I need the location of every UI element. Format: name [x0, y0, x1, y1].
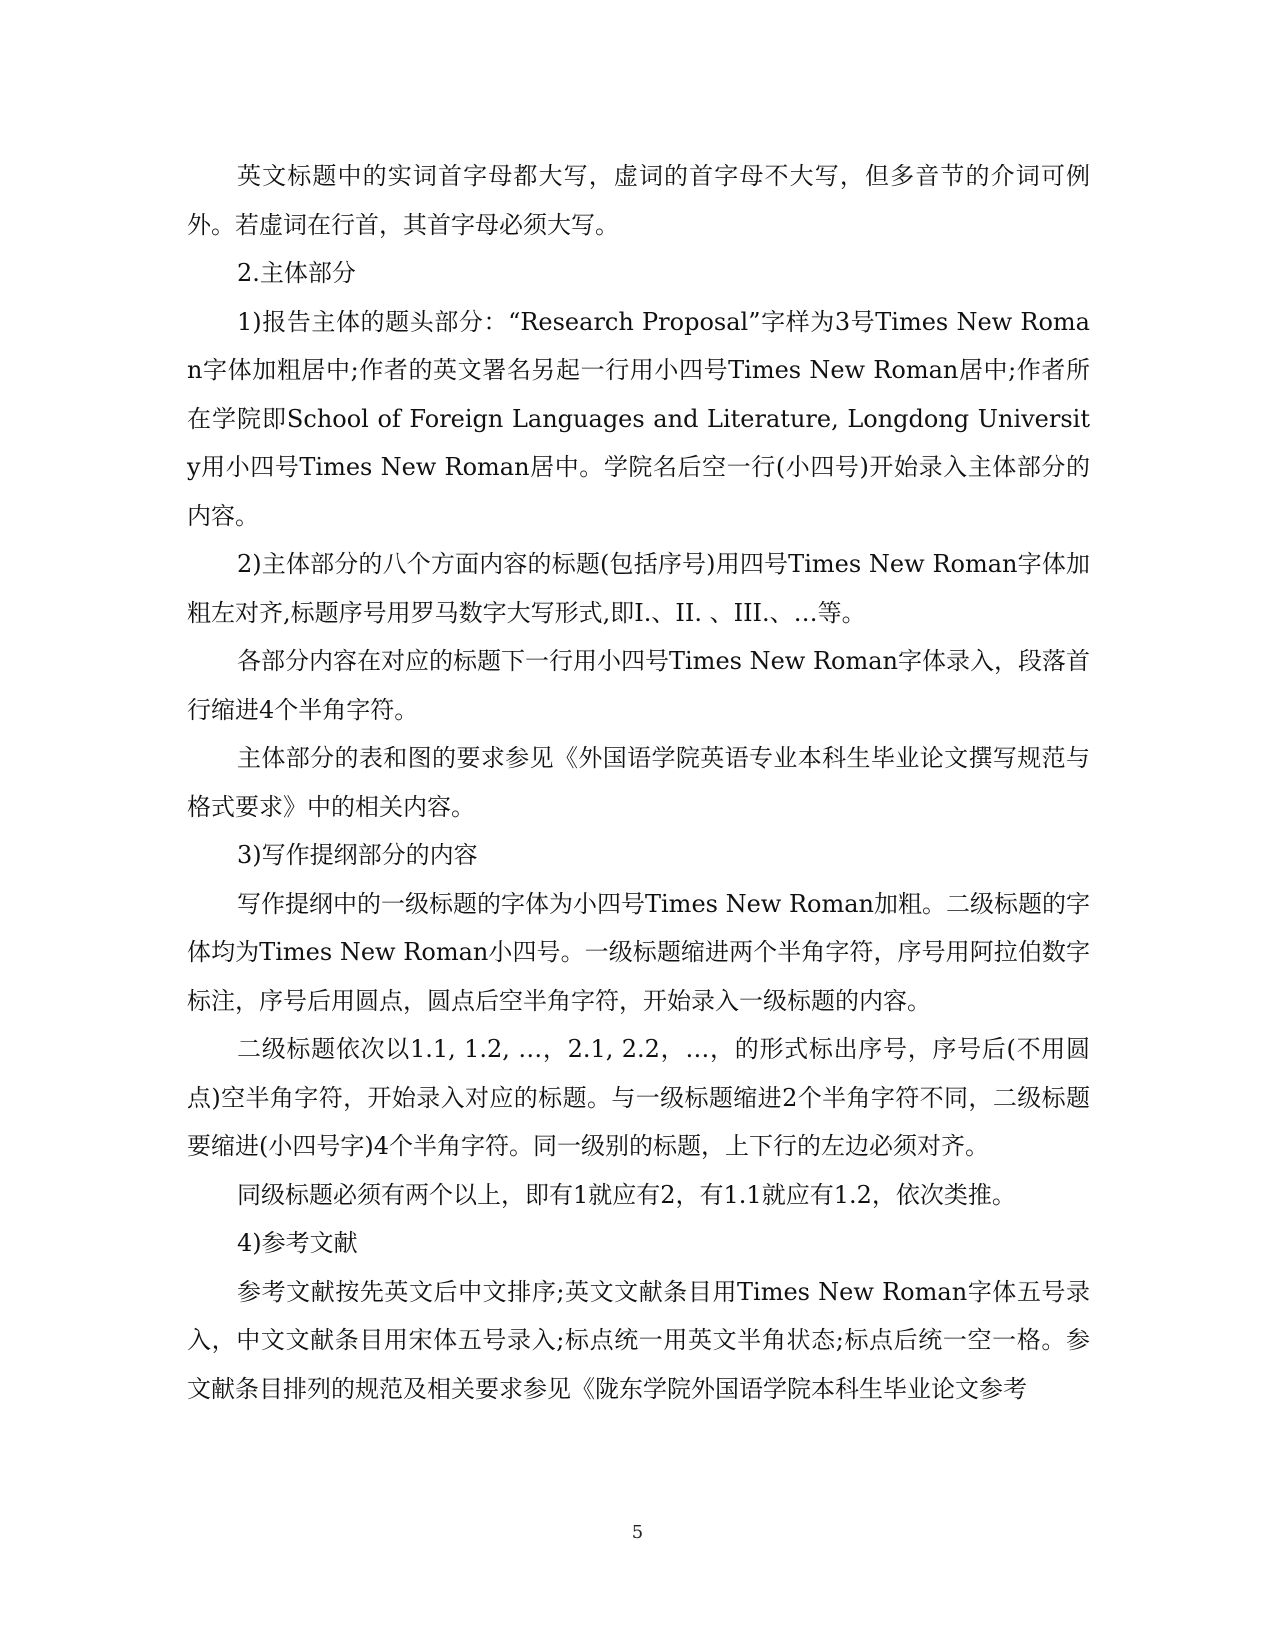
paragraph-section-headings: 2)主体部分的八个方面内容的标题(包括序号)用四号Times New Roman字体加粗左对齐,标题序号用罗马数字大写形式,即I.、II. 、III.、…等。: [187, 550, 1090, 627]
heading-references: 4)参考文献: [237, 1229, 358, 1257]
paragraph-outline-level-two: 二级标题依次以1.1, 1.2, …，2.1, 2.2，…，的形式标出序号，序号后(不用圆点)空半角字符，开始录入对应的标题。与一级标题缩进2个半角字符不同，二级标题要缩进(小四号字)4个半角字符。同一级别的标题，上下行的左边必须对齐。: [187, 1035, 1090, 1160]
paragraph-outline-level-one: 写作提纲中的一级标题的字体为小四号Times New Roman加粗。二级标题的字体均为Times New Roman小四号。一级标题缩进两个半角字符，序号用阿拉伯数字标注，序号后用圆点，圆点后空半角字符，开始录入一级标题的内容。: [187, 889, 1091, 1015]
heading-outline: 3)写作提纲部分的内容: [237, 841, 478, 869]
paragraph-report-header: 1)报告主体的题头部分：“Research Proposal”字样为3号Times New Roman字体加粗居中;作者的英文署名另起一行用小四号Times New Roman居中;作者所在学院即School of Foreign Languages and Literature, Longdong University用小四号Times New Roman居中。学院名后空一行(小四号)开始录入主体部分的内容。: [187, 307, 1090, 530]
paragraph-section-content: 各部分内容在对应的标题下一行用小四号Times New Roman字体录入，段落首行缩进4个半角字符。: [187, 647, 1091, 724]
paragraph-heading-count: 同级标题必须有两个以上，即有1就应有2，有1.1就应有1.2，依次类推。: [237, 1180, 1016, 1209]
page-number: 5: [631, 1522, 644, 1543]
document-body: [187, 152, 1090, 1413]
paragraph-tables-figures: 主体部分的表和图的要求参见《外国语学院英语专业本科生毕业论文撰写规范与格式要求》中的相关内容。: [187, 744, 1090, 821]
paragraph-title-capitalization: 英文标题中的实词首字母都大写，虚词的首字母不大写，但多音节的介词可例外。若虚词在行首，其首字母必须大写。: [187, 162, 1090, 239]
heading-main-body: 2.主体部分: [237, 259, 356, 287]
paragraph-references-format: 参考文献按先英文后中文排序;英文文献条目用Times New Roman字体五号录入，中文文献条目用宋体五号录入;标点统一用英文半角状态;标点后统一空一格。参文献条目排列的规范及相关要求参见《陇东学院外国语学院本科生毕业论文参考: [187, 1277, 1090, 1403]
